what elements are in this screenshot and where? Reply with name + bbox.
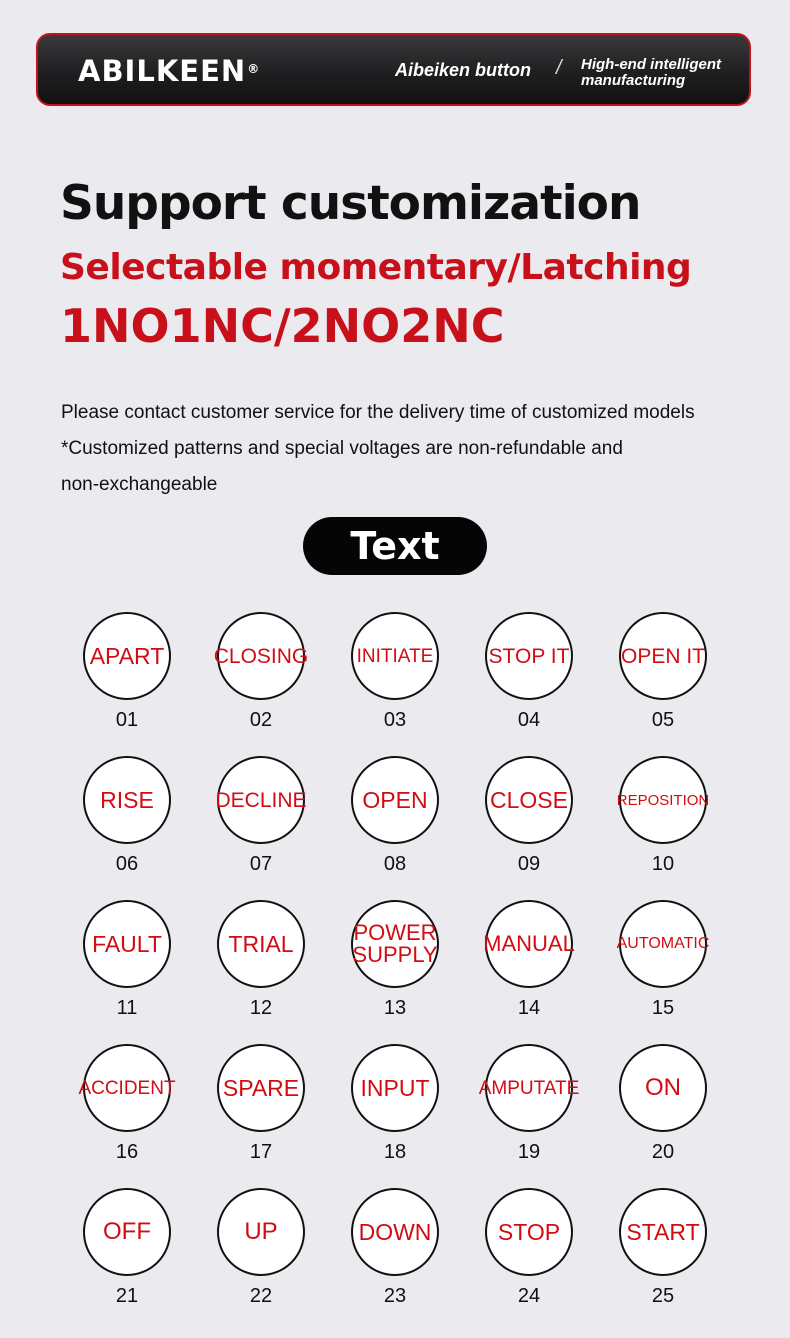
button-label: CLOSING <box>213 644 309 668</box>
button-label: FAULT <box>92 930 162 957</box>
button-option <box>60 612 194 756</box>
button-number: 25 <box>651 1285 675 1307</box>
button-label: TRIAL <box>228 930 294 957</box>
button-number: 24 <box>517 1285 541 1307</box>
button-circle <box>83 1188 171 1276</box>
delivery-note: Please contact customer service for the delivery time of customized models <box>61 402 695 423</box>
button-number: 17 <box>249 1141 273 1163</box>
button-option <box>60 756 194 900</box>
brand-logo <box>78 53 260 89</box>
button-number: 06 <box>115 853 139 875</box>
tagline-secondary-line2: manufacturing <box>581 72 686 89</box>
button-circle <box>351 900 439 988</box>
button-option <box>596 900 730 1044</box>
button-number: 05 <box>651 709 675 731</box>
registered-mark: ® <box>247 62 261 76</box>
button-number: 22 <box>249 1285 273 1307</box>
button-circle <box>485 612 573 700</box>
button-label: DECLINE <box>215 788 307 812</box>
page-subtitle: Selectable momentary/Latching <box>60 247 692 288</box>
header-tagline-secondary <box>581 57 721 89</box>
button-circle <box>217 900 305 988</box>
button-option <box>194 900 328 1044</box>
button-number: 07 <box>249 853 273 875</box>
button-label: ON <box>645 1074 681 1101</box>
button-label: MANUAL <box>483 931 575 956</box>
button-option <box>462 756 596 900</box>
button-option <box>328 756 462 900</box>
button-label: SPARE <box>222 1074 300 1101</box>
button-label: ACCIDENT <box>78 1077 176 1099</box>
button-option <box>596 612 730 756</box>
button-number: 16 <box>115 1141 139 1163</box>
button-label: OPEN IT <box>621 644 706 668</box>
button-option <box>328 1044 462 1188</box>
button-option <box>194 1188 328 1332</box>
button-circle <box>351 1044 439 1132</box>
button-circle <box>485 756 573 844</box>
button-circle <box>217 1044 305 1132</box>
button-option <box>596 1044 730 1188</box>
contact-configuration: 1NO1NC/2NO2NC <box>60 299 505 353</box>
button-circle <box>485 900 573 988</box>
button-option <box>596 756 730 900</box>
button-label: AUTOMATIC <box>616 935 710 952</box>
button-option <box>462 1188 596 1332</box>
button-circle <box>83 612 171 700</box>
button-circle <box>485 1188 573 1276</box>
button-option <box>328 612 462 756</box>
button-circle <box>351 612 439 700</box>
button-label: APART <box>89 642 165 669</box>
button-number: 20 <box>651 1141 675 1163</box>
button-circle <box>616 900 710 988</box>
button-number: 13 <box>383 997 407 1019</box>
header-banner <box>36 33 751 106</box>
header-tagline: Aibeiken button <box>395 60 531 80</box>
button-option <box>194 1044 328 1188</box>
button-label: CLOSE <box>490 786 568 813</box>
button-circle <box>217 756 305 844</box>
button-option <box>194 756 328 900</box>
button-label: UP <box>244 1218 278 1245</box>
button-number: 12 <box>249 997 273 1019</box>
button-circle <box>478 1044 580 1132</box>
button-label: REPOSITION <box>616 791 710 809</box>
button-number: 15 <box>651 997 675 1019</box>
button-circle <box>351 756 439 844</box>
button-option <box>328 1188 462 1332</box>
button-option <box>60 1044 194 1188</box>
button-number: 19 <box>517 1141 541 1163</box>
button-option <box>462 1044 596 1188</box>
button-label: INITIATE <box>356 645 434 667</box>
button-label: POWER SUPPLY <box>352 920 438 967</box>
button-circle <box>213 612 309 700</box>
button-label: OPEN <box>362 786 428 813</box>
button-option <box>596 1188 730 1332</box>
button-number: 14 <box>517 997 541 1019</box>
button-option <box>60 1188 194 1332</box>
page-title: Support customization <box>60 176 641 231</box>
button-option <box>328 900 462 1044</box>
button-label: START <box>626 1218 700 1245</box>
button-label: STOP IT <box>488 644 570 668</box>
button-label: DOWN <box>358 1218 432 1245</box>
button-number: 02 <box>249 709 273 731</box>
button-label-grid <box>60 612 730 1332</box>
button-label: RISE <box>100 786 154 813</box>
button-number: 23 <box>383 1285 407 1307</box>
button-number: 21 <box>115 1285 139 1307</box>
button-option <box>462 612 596 756</box>
refund-note-line2: non-exchangeable <box>61 474 218 495</box>
button-circle <box>351 1188 439 1276</box>
button-circle <box>619 612 707 700</box>
button-number: 09 <box>517 853 541 875</box>
button-option <box>194 612 328 756</box>
button-circle <box>619 1044 707 1132</box>
button-circle <box>619 1188 707 1276</box>
button-number: 11 <box>116 997 138 1019</box>
brand-name: ABILKEEN <box>78 54 247 88</box>
section-label-pill: Text <box>303 517 487 575</box>
button-label: INPUT <box>360 1074 430 1101</box>
button-number: 04 <box>517 709 541 731</box>
button-option <box>462 900 596 1044</box>
tagline-secondary-line1: High-end intelligent <box>581 56 721 73</box>
button-number: 08 <box>383 853 407 875</box>
button-label: OFF <box>103 1218 151 1245</box>
button-circle <box>83 900 171 988</box>
button-label: AMPUTATE <box>478 1077 580 1099</box>
button-number: 03 <box>383 709 407 731</box>
button-circle <box>83 756 171 844</box>
button-circle <box>217 1188 305 1276</box>
button-number: 01 <box>115 709 139 731</box>
button-circle <box>78 1044 176 1132</box>
button-option <box>60 900 194 1044</box>
button-number: 10 <box>651 853 675 875</box>
button-number: 18 <box>383 1141 407 1163</box>
button-circle <box>616 756 710 844</box>
button-label: STOP <box>497 1218 561 1245</box>
refund-note-line1: *Customized patterns and special voltages are non-refundable and <box>61 438 623 459</box>
header-separator: / <box>556 57 562 79</box>
